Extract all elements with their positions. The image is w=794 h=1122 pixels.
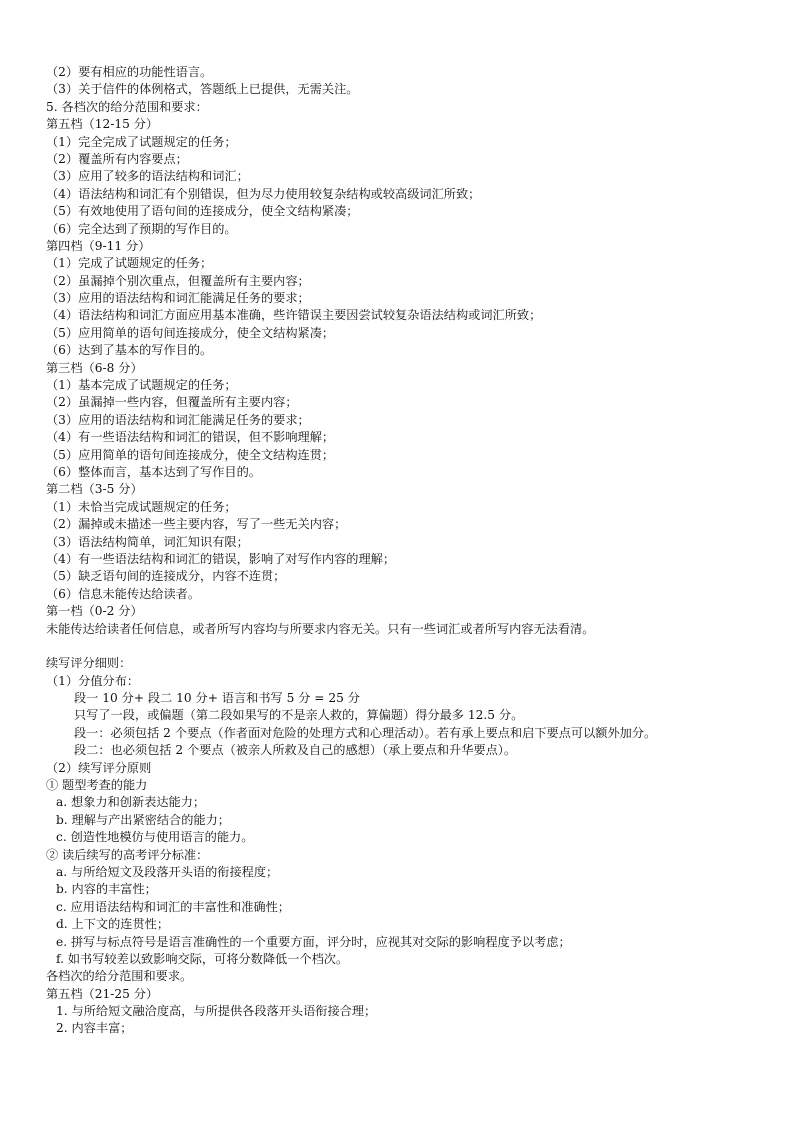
text-line: 段一 10 分+ 段二 10 分+ 语言和书写 5 分 = 25 分: [74, 691, 360, 706]
text-line: （2）要有相应的功能性语言。: [46, 65, 213, 79]
text-line: （3）应用的语法结构和词汇能满足任务的要求；: [46, 291, 310, 306]
text-line: （6）完全达到了预期的写作目的。: [46, 221, 237, 236]
text-line: c. 创造性地模仿与使用语言的能力。: [56, 830, 254, 845]
text-line: （5）应用简单的语句间连接成分，使全文结构连贯；: [46, 447, 335, 462]
text-line: （4）有一些语法结构和词汇的错误，影响了对写作内容的理解；: [46, 551, 396, 566]
text-line: 各档次的给分范围和要求。: [46, 969, 193, 984]
text-line: 第五档（12-15 分）: [46, 117, 159, 132]
text-line: 段二：也必须包括 2 个要点（被亲人所救及自己的感想）（承上要点和升华要点）。: [74, 743, 517, 758]
text-line: 第三档（6-8 分）: [46, 360, 143, 375]
text-line: 第五档（21-25 分）: [46, 986, 159, 1001]
text-line: a. 想象力和创新表达能力；: [56, 795, 206, 810]
text-line: （2）续写评分原则: [46, 760, 152, 775]
text-line: （1）未恰当完成试题规定的任务；: [46, 499, 237, 514]
text-line: d. 上下文的连贯性；: [56, 917, 170, 932]
text-line: （1）分值分布：: [46, 673, 140, 688]
text-line: 只写了一段，或偏题（第二段如果写的不是亲人救的，算偏题）得分最多 12.5 分。: [74, 708, 524, 723]
text-line: 5. 各档次的给分范围和要求：: [46, 99, 208, 114]
text-line: f. 如书写较差以致影响交际，可将分数降低一个档次。: [56, 951, 349, 966]
text-line: （3）关于信件的体例格式，答题纸上已提供，无需关注。: [46, 82, 359, 97]
text-line: （6）信息未能传达给读者。: [46, 586, 201, 601]
text-line: 2. 内容丰富；: [56, 1021, 133, 1036]
text-line: b. 内容的丰富性；: [56, 882, 157, 897]
text-line: （2）虽漏掉一些内容，但覆盖所有主要内容；: [46, 395, 298, 410]
text-line: （4）语法结构和词汇方面应用基本准确，些许错误主要因尝试较复杂语法结构或词汇所致；: [46, 308, 542, 323]
text-line: 未能传达给读者任何信息，或者所写内容均与所要求内容无关。只有一些词汇或者所写内容无法看清。: [46, 621, 595, 636]
text-line: （5）应用简单的语句间连接成分，使全文结构紧凑；: [46, 325, 335, 340]
text-line: （5）缺乏语句间的连接成分，内容不连贯；: [46, 569, 286, 584]
blank-line: [46, 638, 766, 655]
text-line: （4）语法结构和词汇有个别错误，但为尽力使用较复杂结构或较高级词汇所致；: [46, 186, 481, 201]
document-page: [46, 64, 766, 1038]
text-line: b. 理解与产出紧密结合的能力；: [56, 812, 230, 827]
text-line: 1. 与所给短文融洽度高，与所提供各段落开头语衔接合理；: [56, 1004, 377, 1019]
text-line: 段一：必须包括 2 个要点（作者面对危险的处理方式和心理活动）。若有承上要点和启下要点可以额外加分。: [74, 725, 657, 740]
text-line: （3）语法结构简单，词汇知识有限；: [46, 534, 249, 549]
text-line: 续写评分细则：: [46, 656, 132, 671]
text-line: a. 与所给短文及段落开头语的衔接程度；: [56, 864, 279, 879]
text-line: （3）应用的语法结构和词汇能满足任务的要求；: [46, 412, 310, 427]
text-line: ② 读后续写的高考评分标准：: [46, 847, 209, 862]
text-line: 第四档（9-11 分）: [46, 238, 151, 253]
text-line: （2）虽漏掉个别次重点，但覆盖所有主要内容；: [46, 273, 310, 288]
text-line: （2）漏掉或未描述一些主要内容，写了一些无关内容；: [46, 517, 347, 532]
text-line: 第二档（3-5 分）: [46, 482, 143, 497]
text-line: （4）有一些语法结构和词汇的错误，但不影响理解；: [46, 430, 335, 445]
text-line: （3）应用了较多的语法结构和词汇；: [46, 169, 249, 184]
text-line: （1）完成了试题规定的任务；: [46, 256, 213, 271]
text-line: （1）基本完成了试题规定的任务；: [46, 378, 237, 393]
text-line: c. 应用语法结构和词汇的丰富性和准确性；: [56, 899, 290, 914]
text-line: （1）完全完成了试题规定的任务；: [46, 134, 237, 149]
text-line: （2）覆盖所有内容要点；: [46, 151, 188, 166]
text-line: （6）整体而言，基本达到了写作目的。: [46, 464, 261, 479]
text-line: 第一档（0-2 分）: [46, 604, 143, 619]
text-line: e. 拼写与标点符号是语言准确性的一个重要方面，评分时，应视其对交际的影响程度予以考虑；: [56, 934, 571, 949]
text-line: ① 题型考查的能力: [46, 778, 148, 793]
text-line: （6）达到了基本的写作目的。: [46, 343, 213, 358]
text-line: （5）有效地使用了语句间的连接成分，使全文结构紧凑；: [46, 204, 359, 219]
